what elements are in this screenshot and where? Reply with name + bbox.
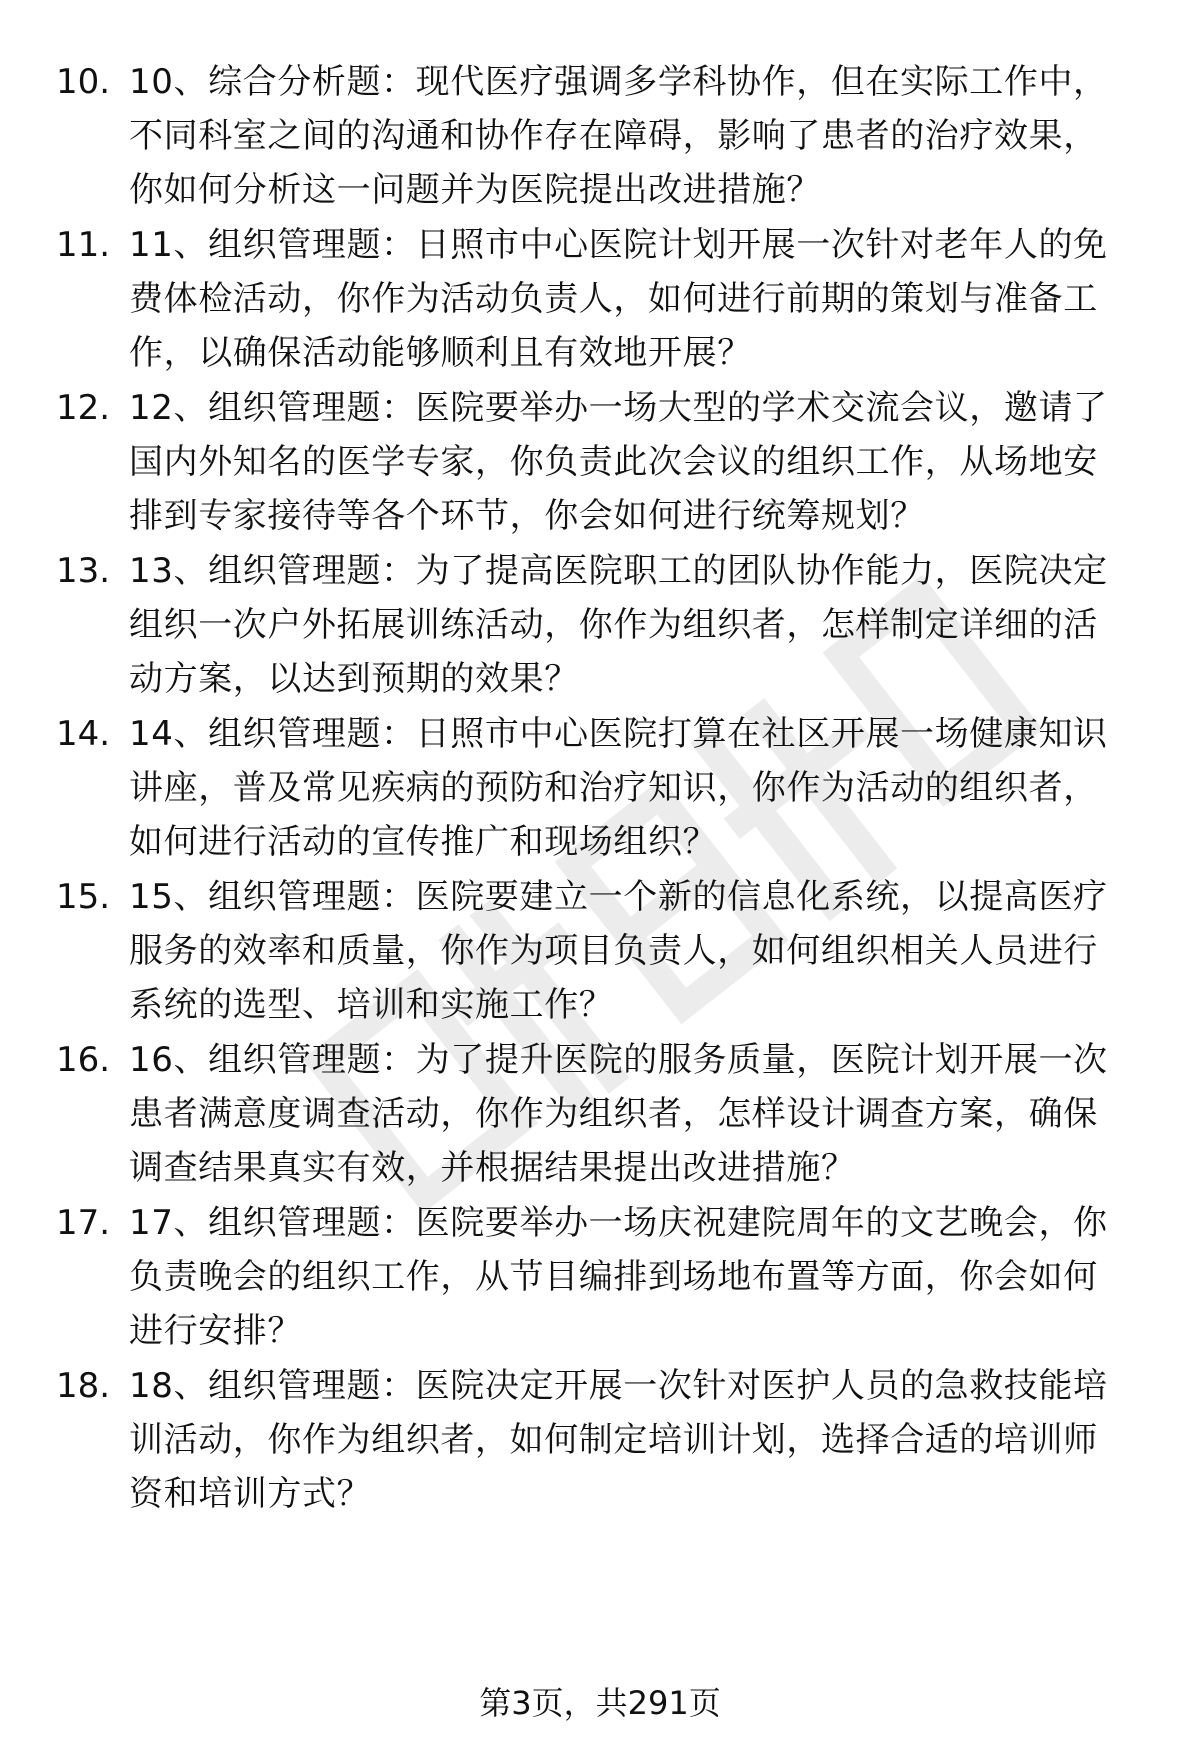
list-number: 16. <box>56 1040 111 1080</box>
question-text-line: 12、组织管理题：医院要举办一场大型的学术交流会议，邀请了 <box>129 388 1108 428</box>
list-number: 14. <box>56 714 111 754</box>
question-text-line: 调查结果真实有效，并根据结果提出改进措施？ <box>129 1148 856 1188</box>
list-number: 18. <box>56 1366 111 1406</box>
list-number: 17. <box>56 1203 111 1243</box>
page-number-footer: 第3页，共291页 <box>479 1684 721 1722</box>
list-number: 11. <box>56 225 111 265</box>
question-text-line: 11、组织管理题：日照市中心医院计划开展一次针对老年人的免 <box>129 225 1108 265</box>
question-text-line: 系统的选型、培训和实施工作？ <box>129 985 614 1025</box>
list-number: 15. <box>56 877 111 917</box>
question-text-line: 14、组织管理题：日照市中心医院打算在社区开展一场健康知识 <box>129 714 1108 754</box>
question-text-line: 费体检活动，你作为活动负责人，如何进行前期的策划与准备工 <box>129 279 1098 319</box>
question-item-18 <box>0 1359 1200 1559</box>
list-number: 13. <box>56 551 111 591</box>
list-number: 12. <box>56 388 111 428</box>
question-text-line: 资和培训方式？ <box>129 1474 372 1514</box>
question-text-line: 动方案，以达到预期的效果？ <box>129 659 579 699</box>
question-text-line: 17、组织管理题：医院要举办一场庆祝建院周年的文艺晚会，你 <box>129 1203 1108 1243</box>
question-text-line: 你如何分析这一问题并为医院提出改进措施？ <box>129 170 821 210</box>
question-text-line: 15、组织管理题：医院要建立一个新的信息化系统，以提高医疗 <box>129 877 1108 917</box>
question-text-line: 进行安排？ <box>129 1311 302 1351</box>
question-text-line: 组织一次户外拓展训练活动，你作为组织者，怎样制定详细的活 <box>129 605 1098 645</box>
question-text-line: 18、组织管理题：医院决定开展一次针对医护人员的急救技能培 <box>129 1366 1108 1406</box>
question-text-line: 作，以确保活动能够顺利且有效地开展？ <box>129 333 752 373</box>
question-text-line: 10、综合分析题：现代医疗强调多学科协作，但在实际工作中， <box>129 62 1108 102</box>
question-text-line: 13、组织管理题：为了提高医院职工的团队协作能力，医院决定 <box>129 551 1108 591</box>
question-text-line: 如何进行活动的宣传推广和现场组织？ <box>129 822 718 862</box>
question-text-line: 排到专家接待等各个环节，你会如何进行统筹规划？ <box>129 496 925 536</box>
question-text-line: 讲座，普及常见疾病的预防和治疗知识，你作为活动的组织者， <box>129 768 1098 808</box>
question-text-line: 16、组织管理题：为了提升医院的服务质量，医院计划开展一次 <box>129 1040 1108 1080</box>
question-text-line: 不同科室之间的沟通和协作存在障碍，影响了患者的治疗效果， <box>129 116 1098 156</box>
question-text-line: 训活动，你作为组织者，如何制定培训计划，选择合适的培训师 <box>129 1420 1098 1460</box>
question-text-line: 负责晚会的组织工作，从节目编排到场地布置等方面，你会如何 <box>129 1257 1098 1297</box>
question-text-line: 国内外知名的医学专家，你负责此次会议的组织工作，从场地安 <box>129 442 1098 482</box>
list-number: 10. <box>56 62 111 102</box>
question-text-line: 服务的效率和质量，你作为项目负责人，如何组织相关人员进行 <box>129 931 1098 971</box>
question-text-line: 患者满意度调查活动，你作为组织者，怎样设计调查方案，确保 <box>129 1094 1098 1134</box>
